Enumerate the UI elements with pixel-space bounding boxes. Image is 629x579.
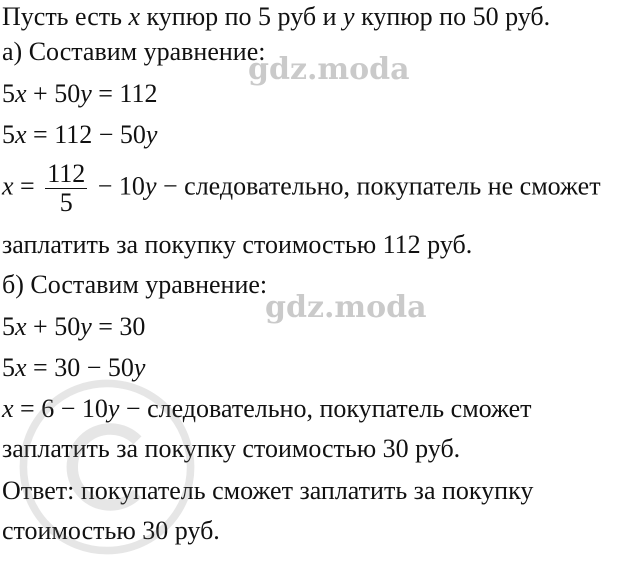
eq-text: + 50 [26, 312, 81, 341]
part-a-equation-3 [2, 160, 601, 217]
var-x: x [15, 79, 27, 108]
eq-text: 5 [2, 312, 15, 341]
part-a-conclusion: заплатить за покупку стоимостью 112 руб. [2, 230, 473, 259]
intro-line [2, 2, 550, 32]
var-y: y [144, 171, 157, 201]
part-b-header: б) Составим уравнение: [2, 270, 268, 299]
var-x: x [128, 2, 141, 31]
fraction-denominator: 5 [59, 188, 73, 217]
var-y: y [343, 2, 355, 31]
eq-text: − следовательно, покупатель не сможет [156, 171, 601, 201]
answer-line-2: стоимостью 30 руб. [2, 516, 220, 545]
fraction [45, 160, 87, 217]
watermark-logo: gdz.moda [265, 290, 427, 325]
var-y: y [80, 312, 92, 341]
var-y: y [133, 353, 146, 382]
eq-text: = 112 [91, 79, 158, 108]
eq-text: = 30 − 50 [26, 353, 134, 382]
fraction-numerator: 112 [47, 159, 86, 188]
var-x: x [15, 353, 27, 382]
var-x: x [2, 171, 14, 201]
intro-text-1: Пусть есть [2, 2, 129, 31]
eq-text: 5 [2, 79, 15, 108]
var-x: x [2, 394, 14, 423]
eq-text: = 112 − 50 [26, 120, 146, 149]
eq-text: 5 [2, 120, 15, 149]
eq-text: + 50 [26, 79, 81, 108]
part-b-equation-2 [2, 353, 145, 383]
part-a-equation-1 [2, 79, 157, 109]
var-y: y [80, 79, 92, 108]
intro-text-3: купюр по 50 руб. [354, 2, 551, 31]
var-y: y [107, 394, 120, 423]
eq-text: = 30 [91, 312, 146, 341]
part-a-header: а) Составим уравнение: [2, 37, 266, 66]
var-y: y [145, 120, 158, 149]
part-b-equation-1 [2, 312, 145, 342]
intro-text-2: купюр по 5 руб и [140, 2, 344, 31]
part-b-equation-3 [2, 394, 532, 424]
eq-text: = [13, 171, 42, 201]
part-a-equation-2 [2, 120, 157, 150]
eq-text: − 10 [91, 171, 145, 201]
var-x: x [15, 312, 27, 341]
part-b-conclusion: заплатить за покупку стоимостью 30 руб. [2, 434, 461, 463]
watermark-logo: gdz.moda [248, 52, 410, 87]
eq-text: − следовательно, покупатель сможет [119, 394, 532, 423]
var-x: x [15, 120, 27, 149]
eq-text: 5 [2, 353, 15, 382]
answer-line-1: Ответ: покупатель сможет заплатить за покупку [2, 476, 534, 505]
eq-text: = 6 − 10 [13, 394, 108, 423]
